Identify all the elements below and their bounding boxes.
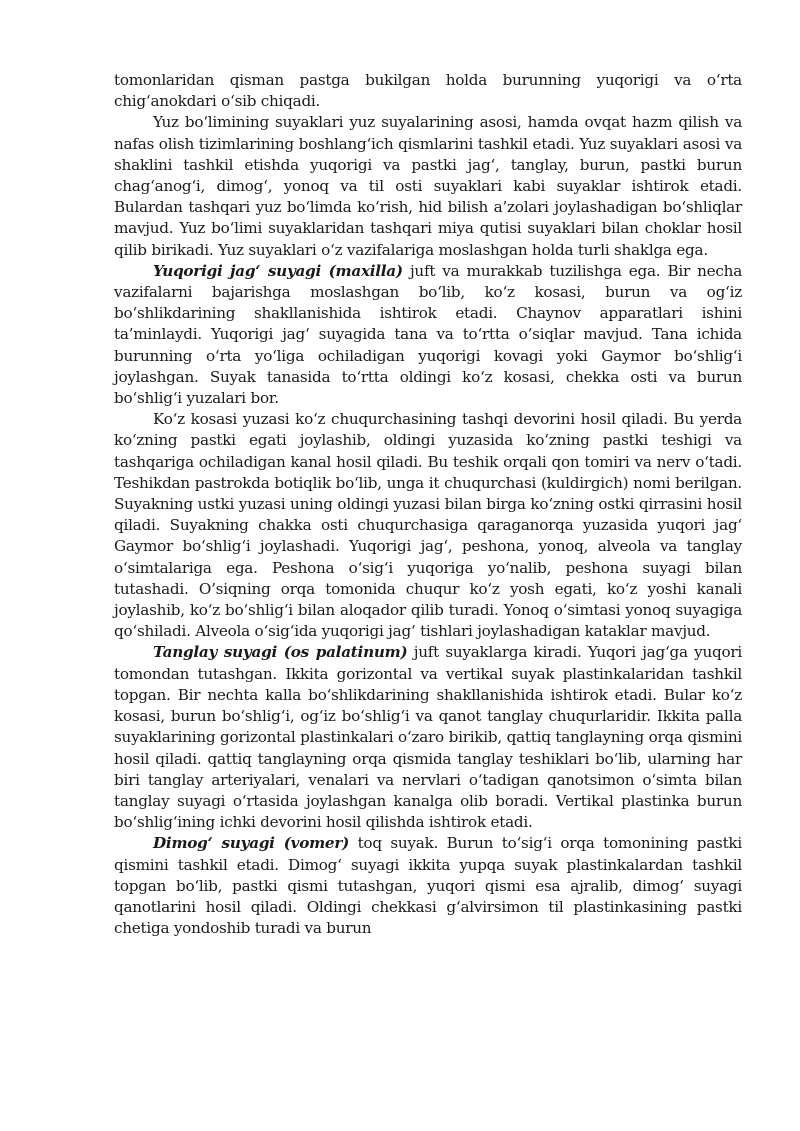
paragraph-text: juft suyaklarga kiradi. Yuqori jag‘ga yuqori tomondan tutashgan. Ikkita gorizontal va vertikal suyak plastinkalaridan tashkil topgan. Bir nechta kalla bo‘shlikdarining shakllanishida ishtirok etadi. Bular ko‘z kosasi, burun bo‘shlig‘i, og‘iz bo‘shlig‘i va qanot tanglay chuqurlaridir. Ikkita palla suyaklarining gorizontal plastinkalari o‘zaro birikib, qattiq tanglayning orqa qismini hosil qiladi. qattiq tanglayning orqa qismida tanglay teshiklari bo‘lib, ularning har biri tanglay arteriyalari, venalari va nervlari o‘tadigan qanotsimon o‘simta bilan tanglay suyagi o‘rtasida joylashgan kanalga olib boradi. Vertikal plastinka burun bo‘shlig‘ining ichki devorini hosil qilishda ishtirok etadi. bbox=[114, 643, 743, 832]
paragraph-maxilla bbox=[114, 261, 742, 409]
term-maxilla: Yuqorigi jag‘ suyagi (maxilla) bbox=[153, 261, 403, 280]
paragraph-text: Yuz bo‘limining suyaklari yuz suyalarining asosi, hamda ovqat hazm qilish va nafas olish tizimlarining boshlang‘ich qismlarini tashkil etadi. Yuz suyaklari asosi va shaklini tashkil etishda yuqorigi va pastki jag‘, tanglay, burun, pastki burun chag‘anog‘i, dimog‘, yonoq va til osti suyaklari kabi suyaklar ishtirok etadi. Bulardan tashqari yuz bo‘limda ko‘rish, hid bilish a’zolari joylashadigan bo‘shliqlar mavjud. Yuz bo‘limi suyaklaridan tashqari miya qutisi suyaklari bilan choklar hosil qilib birikadi. Yuz suyaklari o‘z vazifalariga moslashgan holda turli shaklga ega. bbox=[114, 113, 742, 259]
paragraph-text: juft va murakkab tuzilishga ega. Bir necha vazifalarni bajarishga moslashgan bo‘lib, ko‘z kosasi, burun va og‘iz bo‘shlikdarining shakllanishida ishtirok etadi. Chaynov apparatlari ishini ta’minlaydi. Yuqorigi jag‘ suyagida tana va to‘rtta o‘siqlar mavjud. Tana ichida burunning o‘rta yo‘liga ochiladigan yuqorigi kovagi yoki Gaymor bo‘shlig‘i joylashgan. Suyak tanasida to‘rtta oldingi ko‘z kosasi, chekka osti va burun bo‘shlig‘i yuzalari bor. bbox=[114, 261, 742, 408]
paragraph-palatine bbox=[114, 642, 742, 833]
document-page bbox=[114, 70, 742, 939]
paragraph-face-bones-intro bbox=[114, 112, 742, 260]
paragraph-continuation bbox=[114, 70, 742, 112]
paragraph-text: tomonlaridan qisman pastga bukilgan holda burunning yuqorigi va o‘rta chig‘anokdari o‘sib chiqadi. bbox=[114, 71, 742, 111]
paragraph-vomer bbox=[114, 833, 742, 939]
paragraph-orbital-surface bbox=[114, 409, 742, 642]
paragraph-text: Ko‘z kosasi yuzasi ko‘z chuqurchasining tashqi devorini hosil qiladi. Bu yerda ko‘zning pastki egati joylashib, oldingi yuzasida ko‘zning pastki teshigi va tashqariga ochiladigan kanal hosil qiladi. Bu teshik orqali qon tomiri va nerv o‘tadi. Teshikdan pastrokda botiqlik bo‘lib, unga it chuqurchasi (kuldirgich) nomi berilgan. Suyakning ustki yuzasi uning oldingi yuzasi bilan birga ko‘zning ostki qirrasini hosil qiladi. Suyakning chakka osti chuqurchasiga qaraganorqa yuzasida yuqori jag‘ Gaymor bo‘shlig‘i joylashadi. Yuqorigi jag‘, peshona, yonoq, alveola va tanglay o‘simtalariga ega. Peshona o‘sig‘i yuqoriga yo‘nalib, peshona suyagi bilan tutashadi. O’siqning orqa tomonida chuqur ko‘z yosh egati, ko‘z yoshi kanali joylashib, ko‘z bo‘shlig‘i bilan aloqador qilib turadi. Yonoq o‘simtasi yonoq suyagiga qo‘shiladi. Alveola o‘sig‘ida yuqorigi jag‘ tishlari joylashadigan kataklar mavjud. bbox=[114, 410, 742, 641]
term-vomer: Dimog‘ suyagi (vomer) bbox=[153, 834, 350, 853]
paragraph-text: toq suyak. Burun to‘sig‘i orqa tomonining pastki qismini tashkil etadi. Dimog‘ suyagi ikkita yupqa suyak plastinkalardan tashkil topgan bo‘lib, pastki qismi tutashgan, yuqori qismi esa ajralib, dimog‘ suyagi qanotlarini hosil qiladi. Oldingi chekkasi g‘alvirsimon til plastinkasining pastki chetiga yondoshib turadi va burun bbox=[114, 834, 742, 938]
term-palatine: Tanglay suyagi (os palatinum) bbox=[153, 643, 408, 662]
